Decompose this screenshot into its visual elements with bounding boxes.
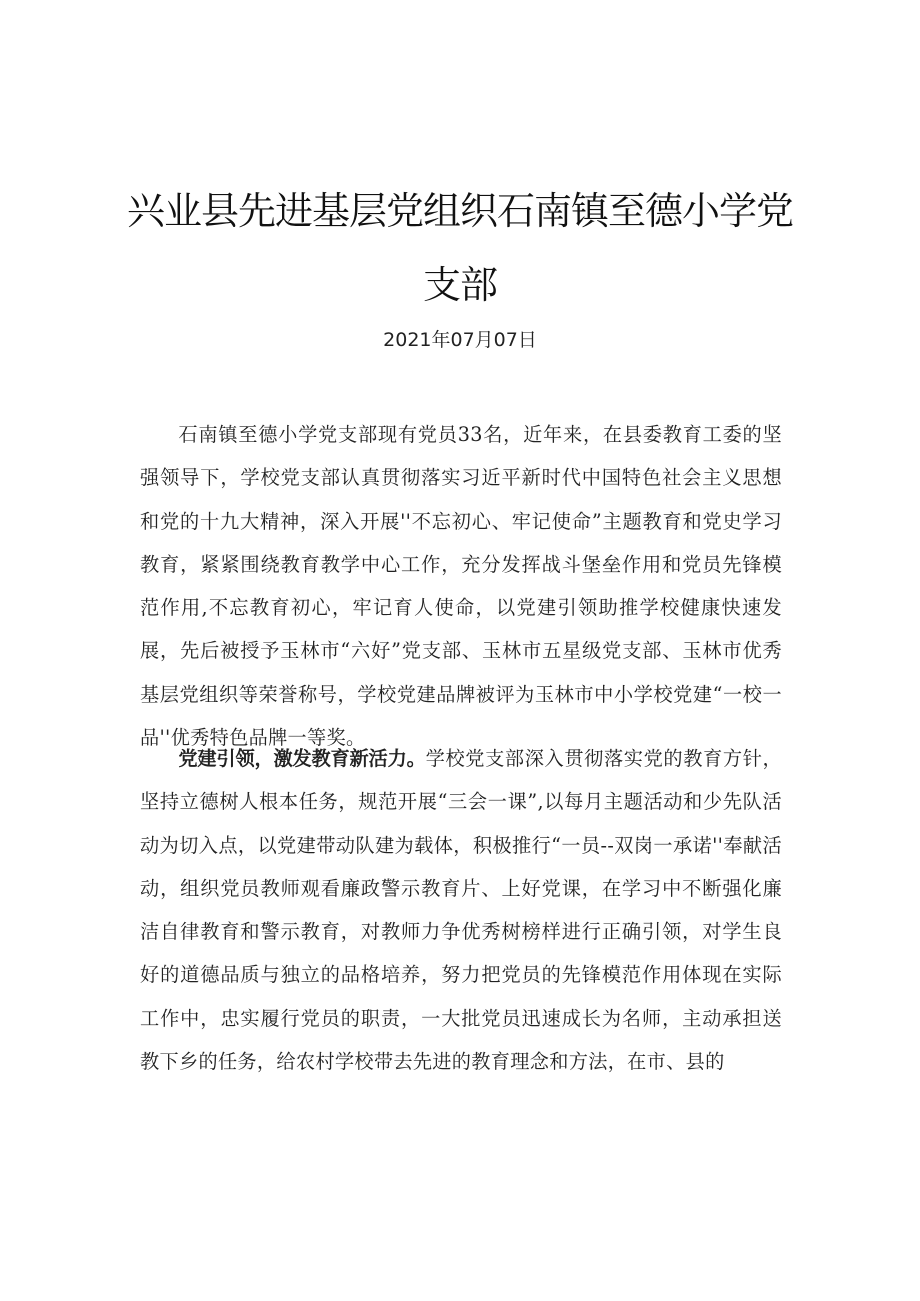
publish-date: 2021年07月07日: [383, 329, 537, 351]
document-title-line1: 兴业县先进基层党组织石南镇至德小学党: [126, 189, 793, 233]
paragraph-party-leadership: [140, 737, 782, 1083]
paragraph-body-text: 学校党支部深入贯彻落实党的教育方针，坚持立德树人根本任务，规范开展“三会一课”,以每月主题活动和少先队活动为切入点，以党建带动队建为载体，积极推行“一员--双岗一承诺''奉献活动，组织党员教师观看廉政警示教育片、上好党课，在学习中不断强化廉洁自律教育和警示教育，对教师力争优秀树榜样进行正确引领，对学生良好的道德品质与独立的品格培养，努力把党员的先锋模范作用体现在实际工作中，忠实履行党员的职责，一大批党员迅速成长为名师，主动承担送教下乡的任务，给农村学校带去先进的教育理念和方法，在市、县的: [140, 747, 783, 1074]
paragraph-lead-heading: 党建引领，激发教育新活力。: [178, 747, 426, 770]
document-title-line2: 支部: [422, 263, 497, 307]
paragraph-intro: 石南镇至德小学党支部现有党员33名，近年来，在县委教育工委的坚强领导下，学校党支部认真贯彻落实习近平新时代中国特色社会主义思想和党的十九大精神，深入开展''不忘初心、牢记使命”主题教育和党史学习教育，紧紧围绕教育教学中心工作，充分发挥战斗堡垒作用和党员先锋模范作用,不忘教育初心，牢记育人使命，以党建引领助推学校健康快速发展，先后被授予玉林市“六好”党支部、玉林市五星级党支部、玉林市优秀基层党组织等荣誉称号，学校党建品牌被评为玉林市中小学校党建“一校一品''优秀特色品牌一等奖。: [140, 423, 782, 750]
